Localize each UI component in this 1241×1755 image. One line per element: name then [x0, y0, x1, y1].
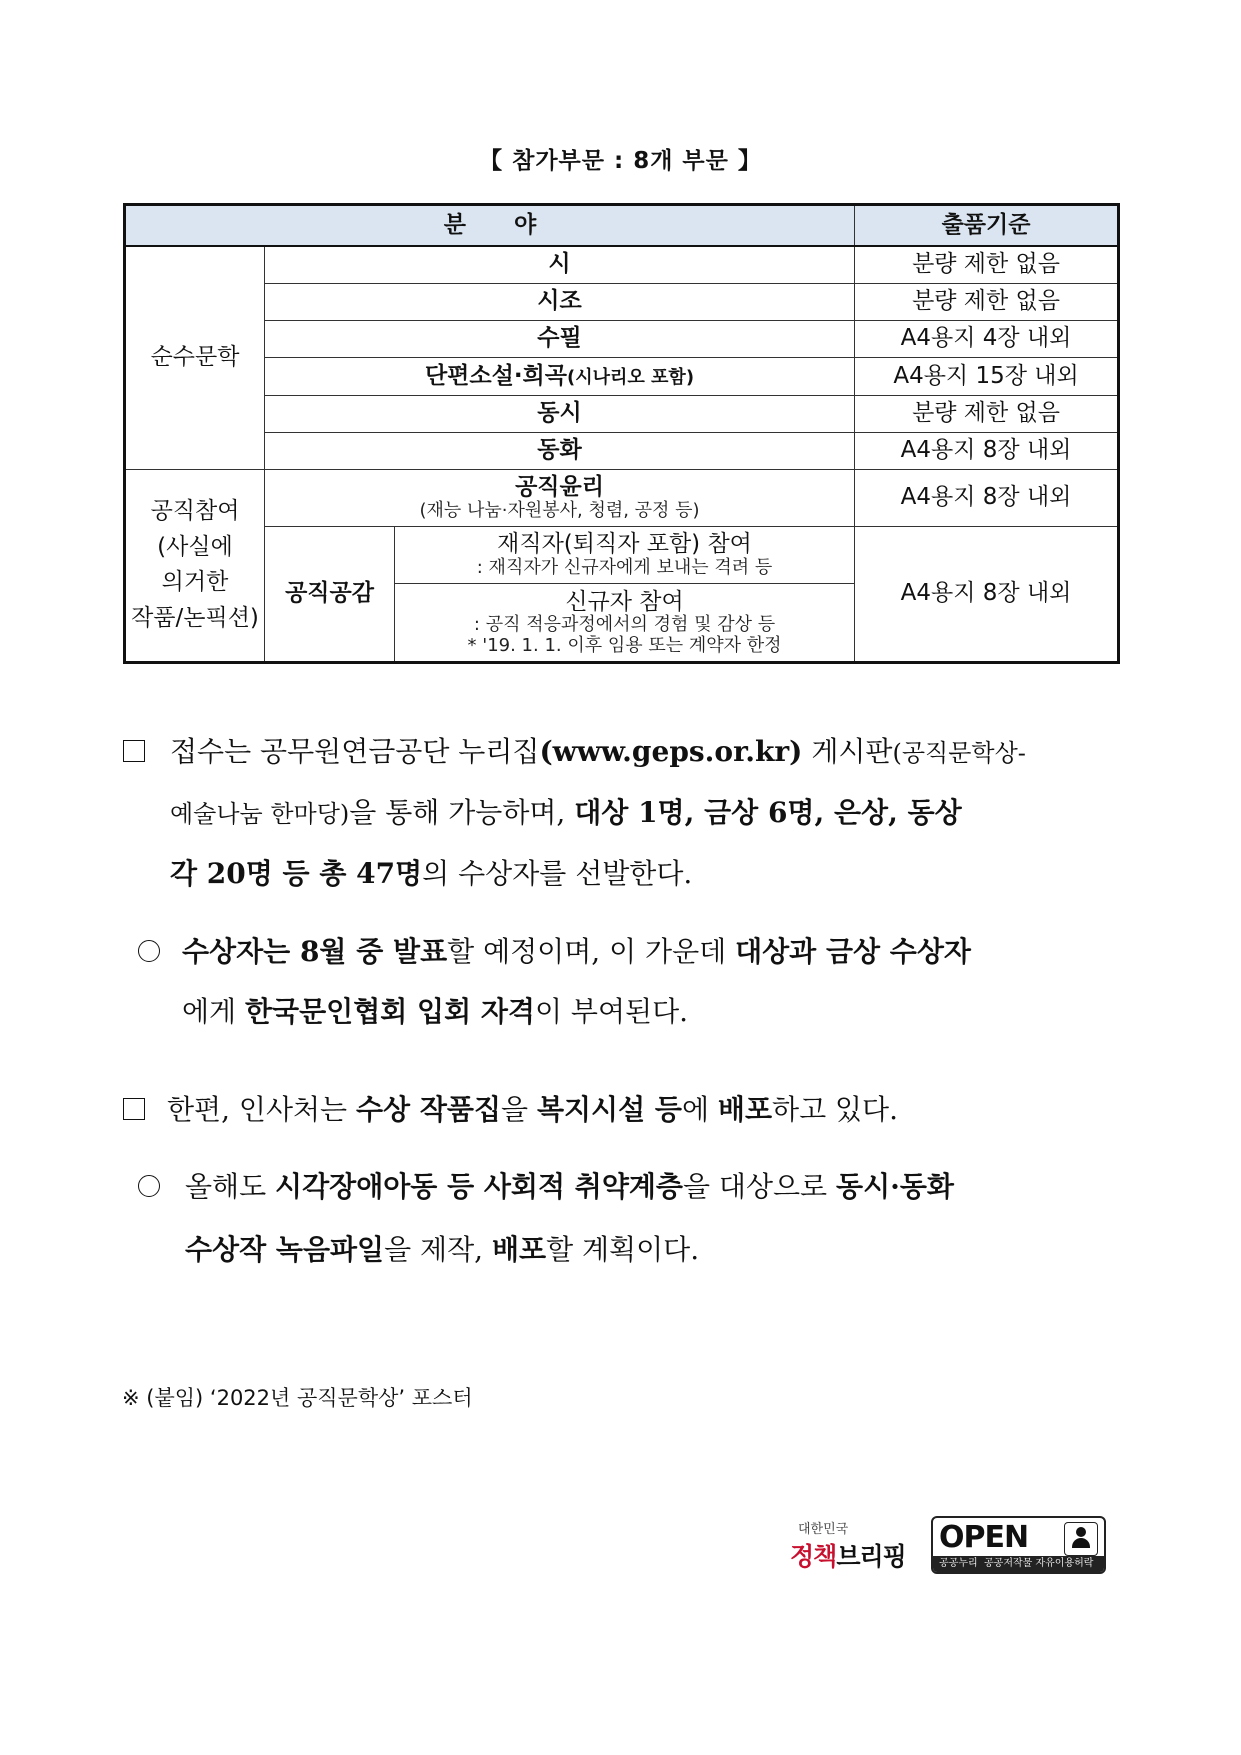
empathy-sub2-cell — [395, 584, 855, 663]
text-run: 예술나눔 한마당) — [170, 800, 350, 828]
table-header-row — [125, 205, 1119, 247]
table-row — [125, 395, 1119, 432]
text-run: 접수는 공무원연금공단 누리집 — [170, 735, 540, 768]
text-line — [182, 990, 688, 1030]
row-name: 시조 — [265, 283, 855, 320]
section-caption: 【 참가부문 : 8개 부문 】 — [479, 148, 762, 174]
text-run: 을 — [501, 1093, 537, 1126]
row-criteria: 분량 제한 없음 — [855, 246, 1119, 283]
logo-top-text: 대한민국 — [798, 1522, 849, 1537]
row-name: 시 — [265, 246, 855, 283]
row-name: 단편소설·희곡 — [424, 362, 567, 389]
group-line: (사실에 — [157, 533, 233, 560]
table-row — [125, 469, 1119, 526]
table-row — [125, 321, 1119, 358]
square-bullet-icon — [123, 740, 145, 762]
table-row — [125, 246, 1119, 283]
text-line — [170, 730, 1026, 770]
row-criteria: A4용지 8장 내외 — [855, 432, 1119, 469]
ethics-name: 공직윤리 — [515, 473, 604, 500]
text-run-bold: 수상 작품집 — [356, 1093, 501, 1126]
text-run-bold: 대상 1명, 금상 6명, 은상, 동상 — [574, 796, 962, 829]
row-name: 동시 — [265, 395, 855, 432]
table-row — [125, 526, 1119, 584]
text-run: 올해도 — [185, 1170, 276, 1203]
text-line — [170, 852, 692, 892]
text-run: 을 통해 가능하며, — [349, 796, 575, 829]
group-pure-literature: 순수문학 — [125, 246, 265, 469]
table-row — [125, 432, 1119, 469]
text-run-bold: 동시·동화 — [836, 1170, 954, 1203]
square-bullet-icon — [123, 1098, 145, 1120]
text-run: 한편, 인사처는 — [167, 1093, 356, 1126]
text-run-bold: 배포 — [491, 1233, 547, 1266]
logo-main-a: 정책 — [790, 1542, 837, 1571]
circle-bullet-icon — [138, 940, 160, 962]
text-run-bold: 각 20명 등 총 47명 — [170, 857, 423, 890]
row-name: 수필 — [265, 321, 855, 358]
row-criteria: 분량 제한 없음 — [855, 283, 1119, 320]
url-text: (www.geps.or.kr) — [539, 735, 803, 768]
header-criteria: 출품기준 — [855, 205, 1119, 247]
row-criteria: A4용지 4장 내외 — [855, 321, 1119, 358]
text-run: 에 — [681, 1093, 718, 1126]
row-criteria: A4용지 15장 내외 — [855, 358, 1119, 395]
category-table — [123, 203, 1120, 664]
policy-briefing-logo — [790, 1518, 920, 1578]
text-line — [182, 930, 971, 970]
logo-main-text — [790, 1537, 920, 1573]
header-field: 분 야 — [125, 205, 855, 247]
empathy-sub1-title: 재직자(퇴직자 포함) 참여 — [497, 531, 752, 558]
group-line: 의거한 — [161, 569, 229, 596]
text-run: 게시판 — [802, 735, 893, 768]
row-criteria: A4용지 8장 내외 — [855, 469, 1119, 526]
text-run: 의 수상자를 선발한다. — [422, 857, 693, 890]
row-criteria: 분량 제한 없음 — [855, 395, 1119, 432]
text-run: 을 대상으로 — [682, 1170, 837, 1203]
text-run-bold: 한국문인협회 입회 자격 — [245, 995, 535, 1028]
empathy-sub2-title: 신규자 참여 — [565, 588, 684, 615]
row-name-cell — [265, 358, 855, 395]
text-run-bold: 복지시설 등 — [536, 1093, 682, 1126]
empathy-name: 공직공감 — [265, 526, 395, 662]
row-criteria: A4용지 8장 내외 — [855, 526, 1119, 662]
text-run: 에게 — [182, 995, 245, 1028]
attachment-note: ※ (붙임) ‘2022년 공직문학상’ 포스터 — [122, 1386, 473, 1410]
empathy-sub2-desc: : 공직 적응과정에서의 경험 및 감상 등 — [473, 614, 776, 636]
kogl-bar-text: 공공누리 공공저작물 자유이용허락 — [933, 1556, 1104, 1572]
open-word: OPEN — [939, 1520, 1029, 1555]
text-run-bold: 수상작 녹음파일 — [185, 1233, 385, 1266]
group-public-service — [125, 469, 265, 662]
empathy-sub2-note: * '19. 1. 1. 이후 임용 또는 계약자 한정 — [467, 634, 782, 656]
text-run: 할 예정이며, 이 가운데 — [447, 935, 736, 968]
empathy-sub1-desc: : 재직자가 신규자에게 보내는 격려 등 — [476, 556, 773, 578]
text-line — [185, 1165, 954, 1205]
text-run-bold: 배포 — [717, 1093, 773, 1126]
row-name-paren: (시나리오 포함) — [567, 366, 695, 388]
ethics-cell — [265, 469, 855, 526]
text-run: (공직문학상- — [892, 739, 1026, 767]
empathy-sub1-cell — [395, 526, 855, 584]
row-name: 동화 — [265, 432, 855, 469]
kogl-open-badge — [931, 1516, 1106, 1574]
ethics-sub: (재능 나눔·자원봉사, 청렴, 공정 등) — [419, 499, 700, 521]
text-run: 을 제작, — [384, 1233, 492, 1266]
text-run-bold: 대상과 금상 수상자 — [735, 935, 971, 968]
table-row — [125, 358, 1119, 395]
text-run: 이 부여된다. — [534, 995, 689, 1028]
group-line: 공직참여 — [150, 498, 240, 525]
text-run: 할 계획이다. — [546, 1233, 700, 1266]
text-line — [170, 791, 962, 831]
text-run-bold: 수상자는 8월 중 발표 — [182, 935, 448, 968]
text-line — [185, 1228, 699, 1268]
text-run-bold: 시각장애아동 등 사회적 취약계층 — [275, 1170, 683, 1203]
text-line — [167, 1088, 898, 1128]
person-icon — [1064, 1522, 1098, 1556]
text-run: 하고 있다. — [772, 1093, 899, 1126]
logo-main-b: 브리핑 — [836, 1542, 906, 1571]
group-line: 작품/논픽션) — [131, 605, 259, 632]
circle-bullet-icon — [138, 1175, 160, 1197]
table-row — [125, 283, 1119, 320]
